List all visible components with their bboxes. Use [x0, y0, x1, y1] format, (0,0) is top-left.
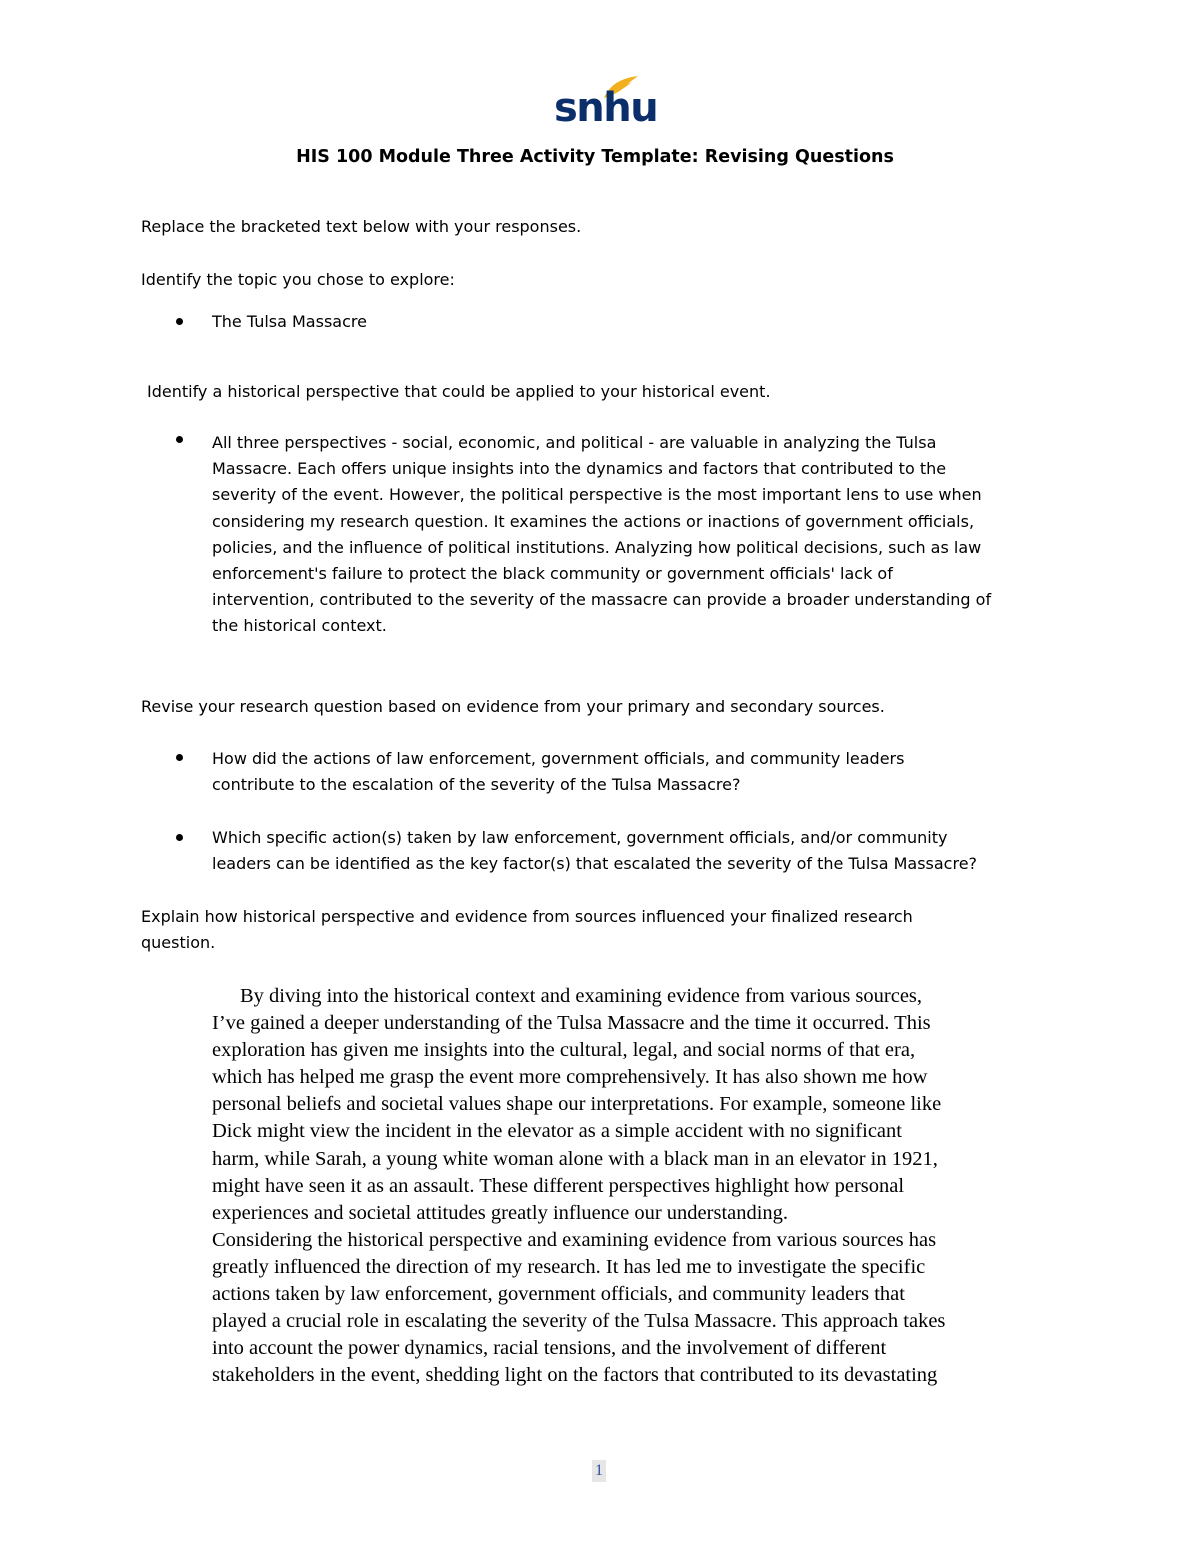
explain-answer: [212, 983, 1072, 1389]
question-line: How did the actions of law enforcement, government officials, and community leaders: [212, 749, 905, 768]
answer-line: into account the power dynamics, racial tensions, and the involvement of different: [212, 1337, 887, 1360]
bullet-icon: [176, 436, 183, 443]
perspective-answer-line: the historical context.: [212, 616, 387, 636]
perspective-answer-line: intervention, contributed to the severity of the massacre can provide a broader understanding of: [212, 590, 992, 610]
explain-prompt-line: question.: [141, 933, 216, 953]
answer-line: Dick might view the incident in the elevator as a simple accident with no significant: [212, 1120, 902, 1143]
revise-prompt: Revise your research question based on evidence from your primary and secondary sources.: [141, 697, 885, 716]
research-question-1: [212, 746, 904, 798]
perspective-answer-line: considering my research question. It examines the actions or inactions of government officials,: [212, 511, 975, 531]
perspective-prompt: Identify a historical perspective that could be applied to your historical event.: [147, 382, 771, 401]
answer-line: I’ve gained a deeper understanding of the Tulsa Massacre and the time it occurred. This: [212, 1012, 931, 1035]
explain-prompt-line: Explain how historical perspective and evidence from sources influenced your finalized research: [141, 907, 913, 926]
answer-line: experiences and societal attitudes greatly influence our understanding.: [212, 1201, 789, 1224]
question-line: contribute to the escalation of the severity of the Tulsa Massacre?: [212, 775, 741, 795]
answer-line: greatly influenced the direction of my research. It has led me to investigate the specific: [212, 1255, 926, 1278]
perspective-answer-line: policies, and the influence of political institutions. Analyzing how political decisions, such as law: [212, 537, 982, 557]
perspective-answer-line: All three perspectives - social, economic, and political - are valuable in analyzing the Tulsa: [212, 433, 937, 452]
question-line: leaders can be identified as the key factor(s) that escalated the severity of the Tulsa Massacre?: [212, 854, 978, 874]
answer-line: personal beliefs and societal values shape our interpretations. For example, someone like: [212, 1093, 942, 1116]
topic-answer: The Tulsa Massacre: [212, 312, 367, 331]
topic-prompt: Identify the topic you chose to explore:: [141, 270, 455, 289]
perspective-answer-line: Massacre. Each offers unique insights into the dynamics and factors that contributed to the: [212, 459, 947, 479]
document-title: HIS 100 Module Three Activity Template: Revising Questions: [296, 147, 894, 167]
research-question-2: [212, 825, 977, 877]
answer-line: By diving into the historical context and examining evidence from various sources,: [240, 985, 923, 1007]
question-line: Which specific action(s) taken by law enforcement, government officials, and/or community: [212, 828, 948, 847]
explain-prompt: [141, 904, 913, 956]
answer-line: might have seen it as an assault. These different perspectives highlight how personal: [212, 1174, 905, 1197]
answer-line: actions taken by law enforcement, government officials, and community leaders that: [212, 1283, 905, 1306]
perspective-answer-line: severity of the event. However, the political perspective is the most important lens to use when: [212, 485, 982, 505]
answer-line: exploration has given me insights into the cultural, legal, and social norms of that era,: [212, 1039, 916, 1062]
snhu-logo: [554, 74, 658, 132]
logo-wordmark: snhu: [554, 85, 658, 131]
bullet-icon: [176, 834, 183, 841]
answer-line: Considering the historical perspective and examining evidence from various sources has: [212, 1228, 937, 1251]
perspective-answer-line: enforcement's failure to protect the black community or government officials' lack of: [212, 564, 893, 584]
bullet-icon: [176, 754, 183, 761]
perspective-answer: [212, 430, 991, 640]
instruction-text: Replace the bracketed text below with your responses.: [141, 217, 582, 236]
answer-line: stakeholders in the event, shedding light on the factors that contributed to its devastating: [212, 1364, 938, 1387]
answer-line: played a crucial role in escalating the severity of the Tulsa Massacre. This approach takes: [212, 1310, 946, 1333]
bullet-icon: [176, 318, 183, 325]
answer-line: which has helped me grasp the event more comprehensively. It has also shown me how: [212, 1066, 928, 1089]
answer-line: harm, while Sarah, a young white woman alone with a black man in an elevator in 1921,: [212, 1147, 938, 1170]
page-number: 1: [592, 1460, 606, 1482]
